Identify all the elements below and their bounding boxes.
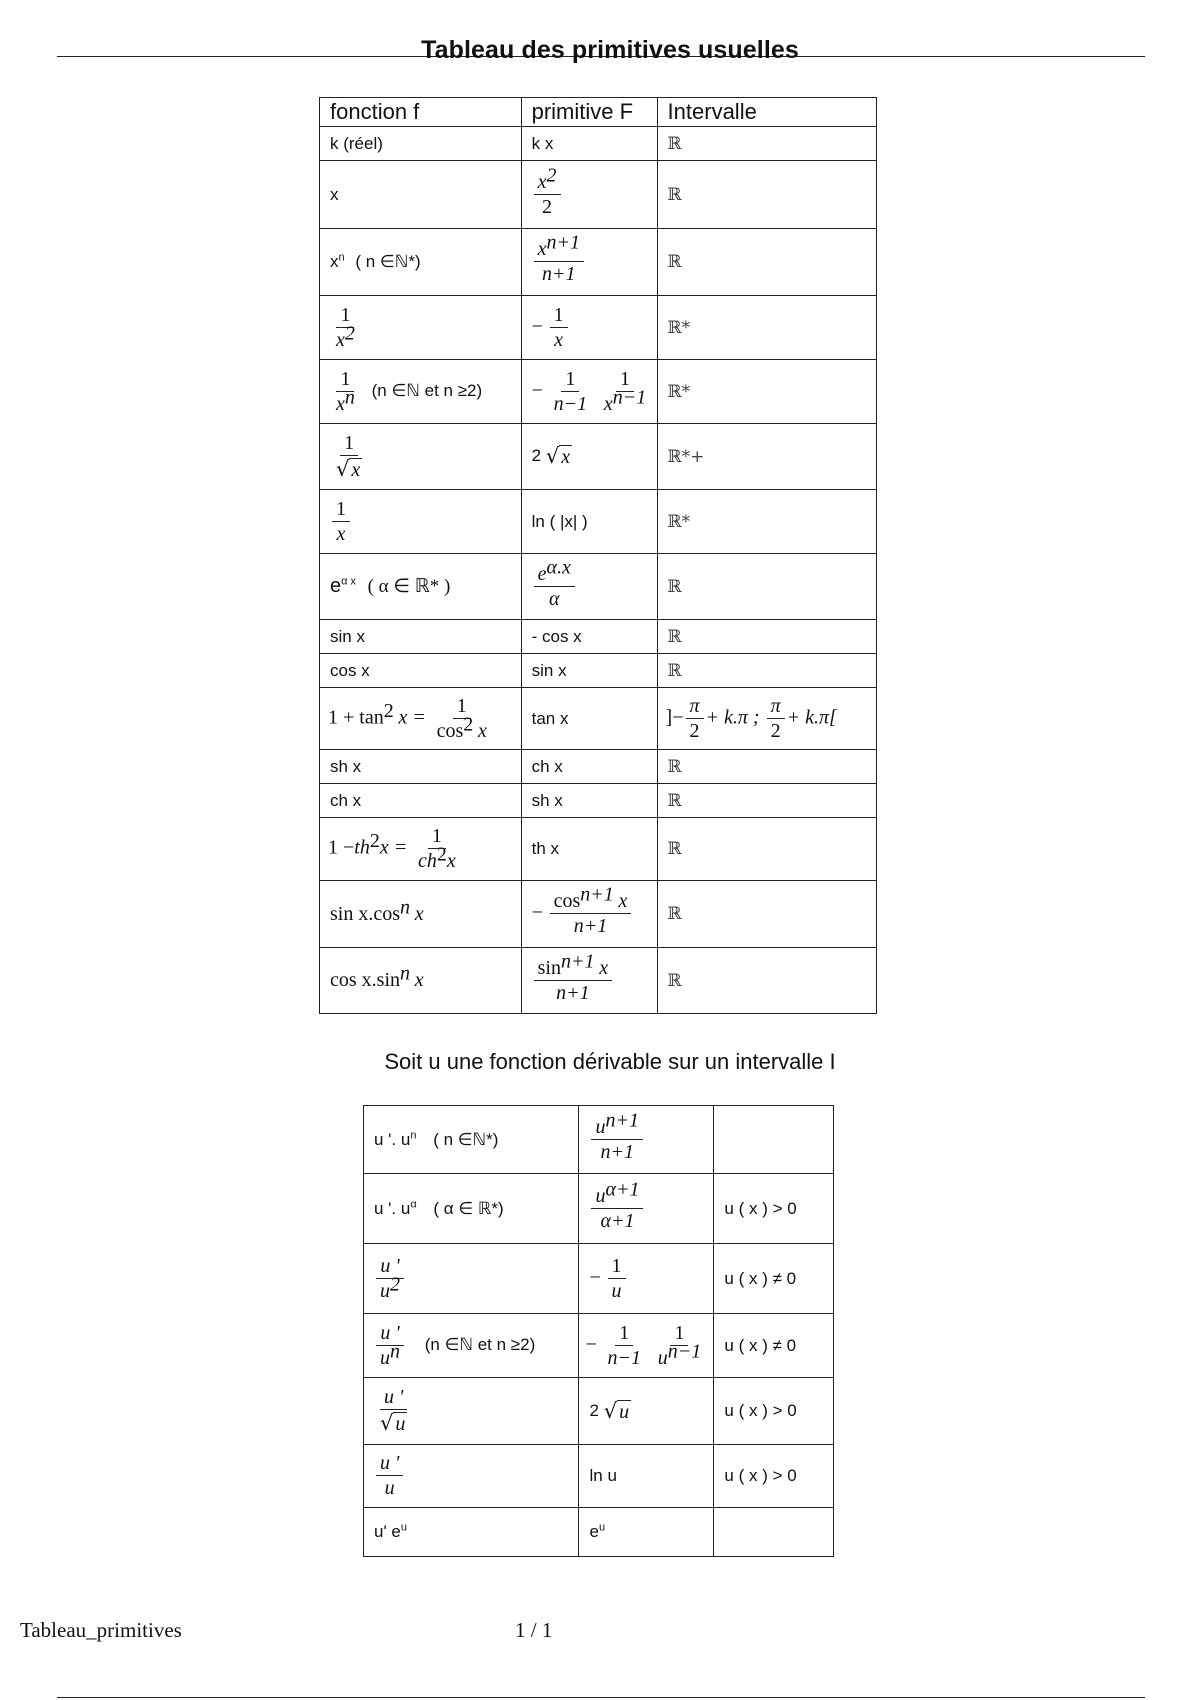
- footer-page-number: 1 / 1: [515, 1618, 553, 1642]
- cell-f: [320, 490, 522, 554]
- cell-f: u '. $u^\alpha$ ( α ∈ ℝ*): [364, 1174, 579, 1244]
- fraction: $\frac{1}{√ x}$: [336, 431, 361, 481]
- cell-f: $1 -th^2x$ = $\frac{1}{ch^2x}$: [320, 818, 522, 881]
- cell-f: $e^{\alpha x}$ ( α ∈ ℝ* ): [320, 554, 522, 620]
- page-title: Tableau des primitives usuelles: [421, 36, 799, 64]
- fraction: $\frac{\pi}{2}$: [767, 696, 785, 742]
- table-row: [320, 296, 877, 360]
- header-intervalle: Intervalle: [657, 98, 876, 127]
- cell-condition: [714, 1106, 834, 1174]
- fraction: $\frac{e^{\alpha.x}}{\alpha}$: [534, 564, 575, 610]
- cell-I: ]− $\frac{\pi}{2}$ + k.π ; $\frac{\pi}{2}$ + k.π[: [657, 688, 876, 750]
- cell-I: ℝ: [657, 620, 876, 654]
- cell-f: [320, 296, 522, 360]
- table-row: [320, 424, 877, 490]
- bottom-rule: [57, 1697, 1145, 1698]
- cell-condition: u ( x ) ≠ 0: [714, 1244, 834, 1314]
- table-row: [320, 360, 877, 424]
- fraction: $\frac{1}{ch^2x}$: [417, 825, 456, 872]
- cell-F: [579, 1174, 714, 1244]
- cell-F: [521, 229, 657, 296]
- table-row: [364, 1378, 834, 1445]
- fraction: $\frac{1}{u}$: [608, 1256, 626, 1302]
- cell-F: − $\frac{1}{x}$: [521, 296, 657, 360]
- sqrt: √ x: [336, 456, 361, 481]
- cell-condition: u ( x ) > 0: [714, 1174, 834, 1244]
- cell-f: sin x: [320, 620, 522, 654]
- table-row: [364, 1174, 834, 1244]
- table-row: [320, 620, 877, 654]
- cell-f: sh x: [320, 750, 522, 784]
- table-row: [320, 161, 877, 229]
- cell-I: ℝ*+: [657, 424, 876, 490]
- fraction: $\frac{\pi}{2}$: [686, 696, 704, 742]
- cell-F: [521, 948, 657, 1014]
- cell-f: $\frac{u '}{u^n}$ (n ∈ℕ et n ≥2): [364, 1314, 579, 1378]
- fraction: $\frac{u '}{u}$: [376, 1453, 403, 1499]
- cell-I: ℝ*: [657, 360, 876, 424]
- cell-F: ln u: [579, 1445, 714, 1508]
- cell-I: ℝ*: [657, 296, 876, 360]
- cell-condition: u ( x ) > 0: [714, 1445, 834, 1508]
- table-header-row: [320, 98, 877, 127]
- fraction: $\frac{1}{x}$: [332, 499, 350, 545]
- fraction: $\frac{1}{\cos^2 x}$: [436, 694, 487, 742]
- cell-f: $1 + \tan^2 x$ = $\frac{1}{\cos^2 x}$: [320, 688, 522, 750]
- table-row: [320, 784, 877, 818]
- fraction: $\frac{u^{n+1}}{n+1}$: [591, 1117, 643, 1163]
- table-row: [320, 654, 877, 688]
- cell-f: $x^n$ ( n ∈ℕ*): [320, 229, 522, 296]
- fraction: $\frac{\sin^{n+1} x}{n+1}$: [534, 958, 612, 1004]
- fraction: $\frac{1}{n-1}$: [553, 367, 588, 415]
- cell-I: ℝ: [657, 161, 876, 229]
- fraction: $\frac{1}{u^{n-1}}$: [657, 1321, 702, 1369]
- cell-f: k (réel): [320, 127, 522, 161]
- table-row: [320, 948, 877, 1014]
- table-row: [320, 750, 877, 784]
- fraction: $\frac{x^2}{2}$: [534, 172, 561, 218]
- cell-F: k x: [521, 127, 657, 161]
- cell-I: ℝ*: [657, 490, 876, 554]
- cell-I: ℝ: [657, 784, 876, 818]
- cell-I: ℝ: [657, 127, 876, 161]
- cell-f: x: [320, 161, 522, 229]
- sqrt: √ u: [380, 1411, 406, 1435]
- table-row: [320, 490, 877, 554]
- sqrt: √ u: [603, 1398, 630, 1423]
- cell-F: 2 √ u: [579, 1378, 714, 1445]
- fraction: $\frac{u '}{u^2}$: [376, 1256, 404, 1302]
- cell-I: ℝ: [657, 654, 876, 688]
- fraction: $\frac{1}{x^n}$: [336, 367, 355, 415]
- cell-I: ℝ: [657, 818, 876, 881]
- table-row: [320, 881, 877, 948]
- cell-F: − $\frac{1}{n-1}$ $\frac{1}{u^{n-1}}$: [579, 1314, 714, 1378]
- cell-f: [364, 1445, 579, 1508]
- cell-f: $\cos x.\sin^n$ x: [320, 948, 522, 1014]
- table-row: [320, 818, 877, 881]
- cell-f: cos x: [320, 654, 522, 688]
- cell-condition: [714, 1508, 834, 1557]
- table-row: [320, 554, 877, 620]
- table-row: [364, 1314, 834, 1378]
- cell-I: ℝ: [657, 554, 876, 620]
- cell-condition: u ( x ) > 0: [714, 1378, 834, 1445]
- primitives-table: [319, 97, 877, 1014]
- section-subtitle: Soit u une fonction dérivable sur un intervalle I: [384, 1049, 836, 1074]
- cell-I: ℝ: [657, 881, 876, 948]
- fraction: $\frac{1}{n-1}$: [607, 1321, 641, 1369]
- cell-I: ℝ: [657, 229, 876, 296]
- cell-F: [521, 161, 657, 229]
- table-row: [320, 229, 877, 296]
- cell-I: ℝ: [657, 948, 876, 1014]
- cell-F: sh x: [521, 784, 657, 818]
- cell-F: th x: [521, 818, 657, 881]
- cell-f: ch x: [320, 784, 522, 818]
- fraction: $\frac{u '}{√ u}$: [380, 1386, 406, 1435]
- cell-I: ℝ: [657, 750, 876, 784]
- cell-F: - cos x: [521, 620, 657, 654]
- table-row: [320, 688, 877, 750]
- cell-F: − $\frac{1}{n-1}$ $\frac{1}{x^{n-1}}$: [521, 360, 657, 424]
- cell-f: [364, 1378, 579, 1445]
- fraction: $\frac{1}{x}$: [550, 305, 568, 351]
- header-primitive: primitive F: [521, 98, 657, 127]
- fraction: $\frac{x^{n+1}}{n+1}$: [534, 239, 584, 285]
- cell-f: [364, 1244, 579, 1314]
- cell-F: − $\frac{1}{u}$: [579, 1244, 714, 1314]
- cell-F: [579, 1106, 714, 1174]
- fraction: $\frac{1}{x^{n-1}}$: [603, 367, 647, 415]
- cell-f: [320, 424, 522, 490]
- cell-f: u' $e^u$: [364, 1508, 579, 1557]
- cell-f: $\frac{1}{x^n}$ (n ∈ℕ et n ≥2): [320, 360, 522, 424]
- cell-condition: u ( x ) ≠ 0: [714, 1314, 834, 1378]
- cell-F: tan x: [521, 688, 657, 750]
- cell-f: $\sin x.\cos^n$ x: [320, 881, 522, 948]
- cell-F: ch x: [521, 750, 657, 784]
- table-row: [364, 1445, 834, 1508]
- sqrt: √ x: [545, 444, 571, 468]
- cell-f: u '. $u^n$ ( n ∈ℕ*): [364, 1106, 579, 1174]
- table-row: [364, 1508, 834, 1557]
- cell-F: 2 √ x: [521, 424, 657, 490]
- fraction: $\frac{\cos^{n+1} x}{n+1}$: [550, 891, 632, 937]
- header-fonction: fonction f: [320, 98, 522, 127]
- footer-filename: Tableau_primitives: [20, 1618, 182, 1642]
- fraction: $\frac{u^{\alpha+1}}{\alpha+1}$: [591, 1186, 643, 1232]
- fraction: $\frac{1}{x^2}$: [336, 303, 355, 351]
- table-row: [364, 1106, 834, 1174]
- cell-F: − $\frac{\cos^{n+1} x}{n+1}$: [521, 881, 657, 948]
- composite-primitives-table: [363, 1105, 834, 1557]
- cell-F: ln ( |x| ): [521, 490, 657, 554]
- cell-F: $e^u$: [579, 1508, 714, 1557]
- table-row: [364, 1244, 834, 1314]
- table-row: [320, 127, 877, 161]
- cell-F: sin x: [521, 654, 657, 688]
- fraction: $\frac{u '}{u^n}$: [376, 1323, 404, 1369]
- cell-F: [521, 554, 657, 620]
